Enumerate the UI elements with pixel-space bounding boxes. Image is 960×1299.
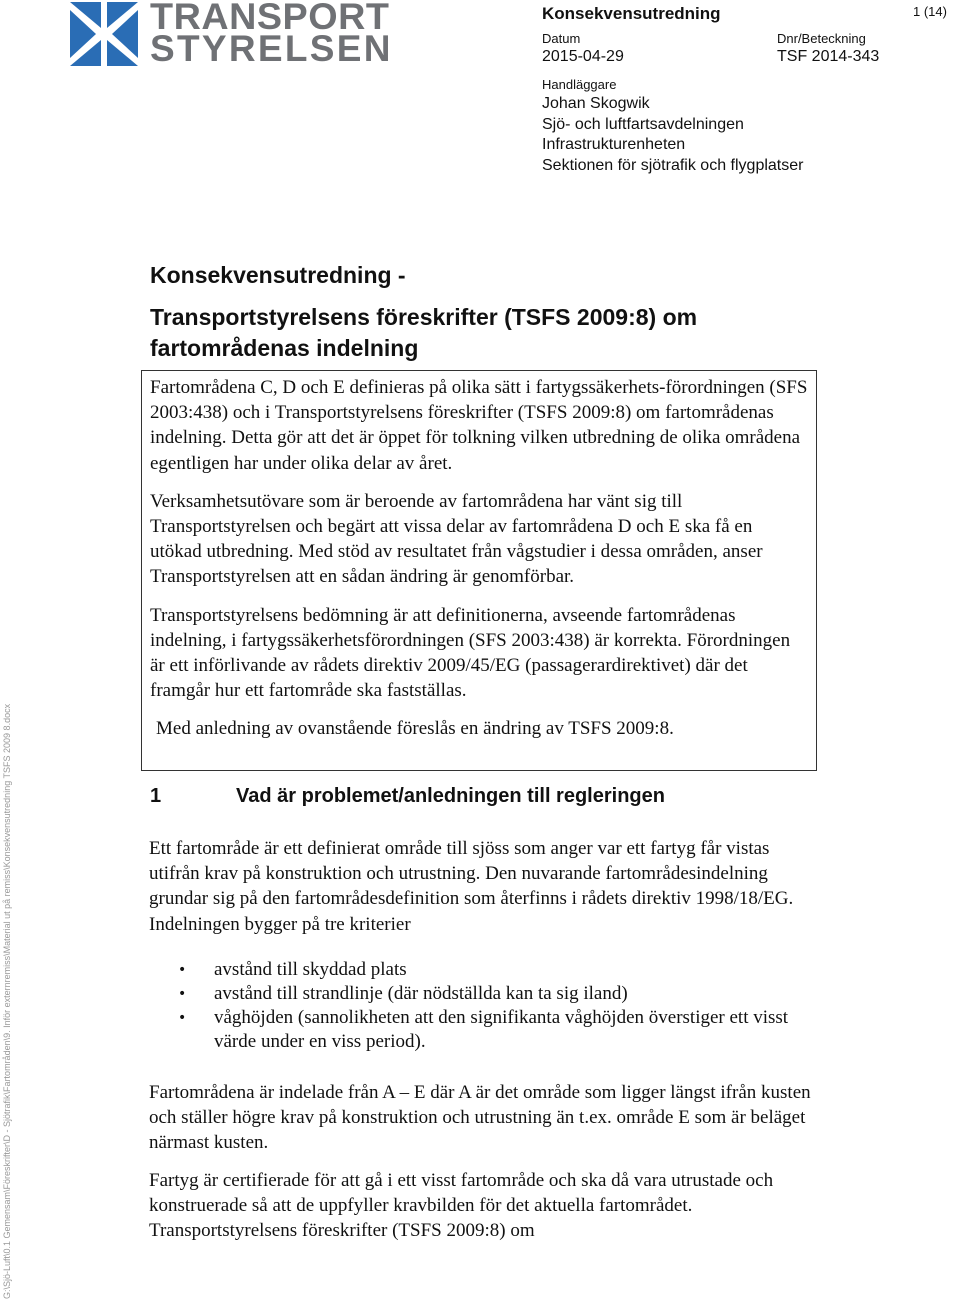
dnr-label: Dnr/Beteckning xyxy=(777,31,866,46)
handler-section: Sektionen för sjötrafik och flygplatser xyxy=(542,156,804,174)
summary-conclusion: Med anledning av ovanstående föreslås en ändring av TSFS 2009:8. xyxy=(156,718,674,740)
logo-mark-icon xyxy=(70,2,138,66)
list-item: • avstånd till skyddad plats xyxy=(178,958,818,982)
section-heading xyxy=(150,785,665,808)
dnr-value: TSF 2014-343 xyxy=(777,48,880,65)
summary-paragraph: Fartområdena C, D och E definieras på olika sätt i fartygssäkerhets-förordningen (SFS 2003:438) och i Transportstyrelsens föreskrifter (TSFS 2009:8) om fartområdenas indelning. Detta gör att det är öppet för tolkning vilken utbredning de olika områdena egentligen har under olika delar av året. xyxy=(150,377,808,474)
logo-line-1: TRANSPORT xyxy=(150,0,390,37)
handler-block xyxy=(542,94,803,176)
list-item: • avstånd till strandlinje (där nödställda kan ta sig iland) xyxy=(178,982,818,1006)
section-title: Vad är problemet/anledningen till regleringen xyxy=(236,785,665,807)
list-item: • våghöjden (sannolikheten att den signifikanta våghöjden överstiger ett visst värde under en viss period). xyxy=(178,1006,818,1054)
document-type: Konsekvensutredning xyxy=(542,4,721,23)
file-path-margin: G:\Sjö-Luft\0.1 Gemensam\Föreskrifter\D - Sjötrafik\Fartområden\9. Inför externremiss\Material ut på remiss\Konsekvensutredning TSFS 2009 8.docx xyxy=(2,703,12,1299)
criteria-list xyxy=(178,958,818,1054)
date-label: Datum xyxy=(542,31,581,46)
body-paragraph: Fartområdena är indelade från A – E där A är det område som ligger längst ifrån kusten och ställer högre krav på konstruktion och utrustning än t.ex. område E som är beläget närmast kusten. xyxy=(149,1082,811,1154)
handler-department: Sjö- och luftfartsavdelningen xyxy=(542,115,744,133)
page-subtitle: Transportstyrelsens föreskrifter (TSFS 2009:8) om fartområdenas indelning xyxy=(150,304,698,361)
summary-paragraph: Transportstyrelsens bedömning är att definitionerna, avseende fartområdenas indelning, i fartygssäkerhetsförordningen (SFS 2003:438) är korrekta. Förordningen är ett införlivande av rådets direktiv 2009/45/EG (passagerardirektivet) där det framgår hur ett fartområde ska fastställas. xyxy=(150,604,791,702)
summary-paragraph: Verksamhetsutövare som är beroende av fartområdena har vänt sig till Transportstyrelsen och begärt att vissa delar av fartområdena D och E ska få en utökad utbredning. Med stöd av resultatet från vågstudier i dessa områden, anser Transportstyrelsen att en sådan ändring är genomförbar. xyxy=(150,490,763,588)
date-value: 2015-04-29 xyxy=(542,48,624,65)
handler-name: Johan Skogwik xyxy=(542,95,650,112)
page-number: 1 (14) xyxy=(913,4,947,19)
handler-label: Handläggare xyxy=(542,77,617,92)
body-paragraph: Ett fartområde är ett definierat område till sjöss som anger var ett fartyg får vistas utifrån krav på konstruktion och utrustning. Den nuvarande fartområdesindelning grundar sig på den fartområdesdefinition som återfinns i rådets direktiv 1998/18/EG. Indelningen bygger på tre kriterier xyxy=(149,838,794,935)
page-title: Konsekvensutredning - xyxy=(150,262,406,288)
transportstyrelsen-logo xyxy=(70,0,393,69)
logo-line-2: STYRELSEN xyxy=(150,28,393,69)
body-paragraph: Fartyg är certifierade för att gå i ett visst fartområde och ska då vara utrustade och konstruerade så att de uppfyller kravbilden för det aktuella fartområdet. Transportstyrelsens föreskrifter (TSFS 2009:8) om xyxy=(149,1170,774,1242)
logo-wordmark xyxy=(150,0,393,69)
handler-unit: Infrastrukturenheten xyxy=(542,136,686,154)
summary-box xyxy=(141,370,817,771)
section-number: 1 xyxy=(150,785,162,807)
